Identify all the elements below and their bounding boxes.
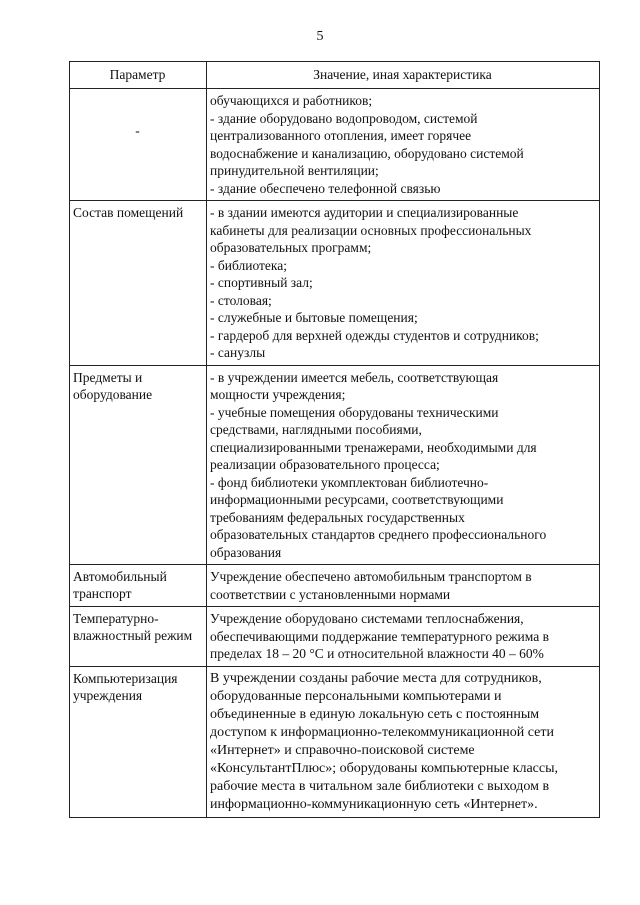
- row-value: [207, 201, 600, 366]
- table-row: [70, 365, 600, 565]
- row-parameter: Автомобильный транспорт: [70, 565, 207, 607]
- table-row: [70, 201, 600, 366]
- value-line: - здание обеспечено телефонной связью: [210, 180, 441, 196]
- value-line: Учреждение оборудовано системами теплоснабжения,: [210, 611, 524, 626]
- value-line: объединенные в единую локальную сеть с постоянным: [210, 706, 540, 722]
- value-line: мощности учреждения;: [210, 387, 346, 402]
- value-line: кабинеты для реализации основных профессиональных: [210, 222, 532, 238]
- value-line: информационно-коммуникационную сеть «Интернет».: [210, 796, 538, 812]
- value-line: пределах 18 – 20 °С и относительной влажности 40 – 60%: [210, 646, 544, 661]
- value-line: специализированными тренажерами, необходимыми для: [210, 439, 537, 455]
- row-parameter: Температурно-влажностный режим: [70, 607, 207, 667]
- value-line: оборудованные персональными компьютерами и: [210, 688, 502, 704]
- table-header-row: [70, 62, 600, 89]
- value-line: Учреждение обеспечено автомобильным транспортом в: [210, 569, 532, 584]
- value-line: образовательных программ;: [210, 240, 372, 255]
- row-parameter: Компьютеризация учреждения: [70, 666, 207, 817]
- value-line: В учреждении созданы рабочие места для сотрудников,: [210, 670, 542, 686]
- value-line: соответствии с установленными нормами: [210, 586, 451, 602]
- value-line: - гардероб для верхней одежды студентов и сотрудников;: [210, 327, 539, 343]
- value-line: - фонд библиотеки укомплектован библиотечно-: [210, 474, 489, 490]
- value-line: - столовая;: [210, 292, 272, 308]
- value-line: централизованного отопления, имеет горячее: [210, 128, 472, 143]
- row-value: [207, 666, 600, 817]
- row-parameter: Состав помещений: [70, 201, 207, 366]
- value-line: информационными ресурсами, соответствующими: [210, 492, 504, 507]
- table-row: [70, 565, 600, 607]
- value-line: - библиотека;: [210, 257, 288, 273]
- value-line: реализации образовательного процесса;: [210, 457, 440, 472]
- value-line: принудительной вентиляции;: [210, 163, 379, 178]
- row-parameter: Предметы и оборудование: [70, 365, 207, 565]
- row-value: [207, 565, 600, 607]
- table-row: [70, 666, 600, 817]
- value-line: обеспечивающими поддержание температурного режима в: [210, 628, 549, 644]
- value-line: средствами, наглядными пособиями,: [210, 422, 422, 437]
- row-value: [207, 607, 600, 667]
- value-line: «КонсультантПлюс»; оборудованы компьютерные классы,: [210, 760, 558, 776]
- value-line: - служебные и бытовые помещения;: [210, 310, 418, 325]
- value-line: доступом к информационно-телекоммуникационной сети: [210, 724, 554, 740]
- row-value: [207, 89, 600, 201]
- table-row: [70, 607, 600, 667]
- value-line: - учебные помещения оборудованы техническими: [210, 404, 499, 420]
- value-line: - спортивный зал;: [210, 275, 313, 290]
- row-value: [207, 365, 600, 565]
- value-line: «Интернет» и справочно-поисковой системе: [210, 742, 475, 758]
- value-line: требованиям федеральных государственных: [210, 509, 465, 525]
- value-line: - в учреждении имеется мебель, соответствующая: [210, 369, 499, 385]
- value-line: - санузлы: [210, 345, 266, 360]
- value-line: образовательных стандартов среднего профессионального: [210, 527, 547, 542]
- value-line: обучающихся и работников;: [210, 93, 373, 108]
- value-line: образования: [210, 544, 282, 560]
- value-line: водоснабжение и канализацию, оборудовано системой: [210, 145, 524, 161]
- value-line: рабочие места в читальном зале библиотеки с выходом в: [210, 778, 550, 794]
- value-line: - в здании имеются аудитории и специализированные: [210, 205, 519, 220]
- header-value: Значение, иная характеристика: [207, 62, 600, 89]
- row-parameter: [70, 89, 207, 201]
- value-line: - здание оборудовано водопроводом, системой: [210, 110, 478, 126]
- table-row: [70, 89, 600, 201]
- page-number: 5: [316, 29, 324, 44]
- continuation-mark: -: [135, 123, 140, 138]
- characteristics-table: [69, 61, 600, 818]
- header-parameter: Параметр: [70, 62, 207, 89]
